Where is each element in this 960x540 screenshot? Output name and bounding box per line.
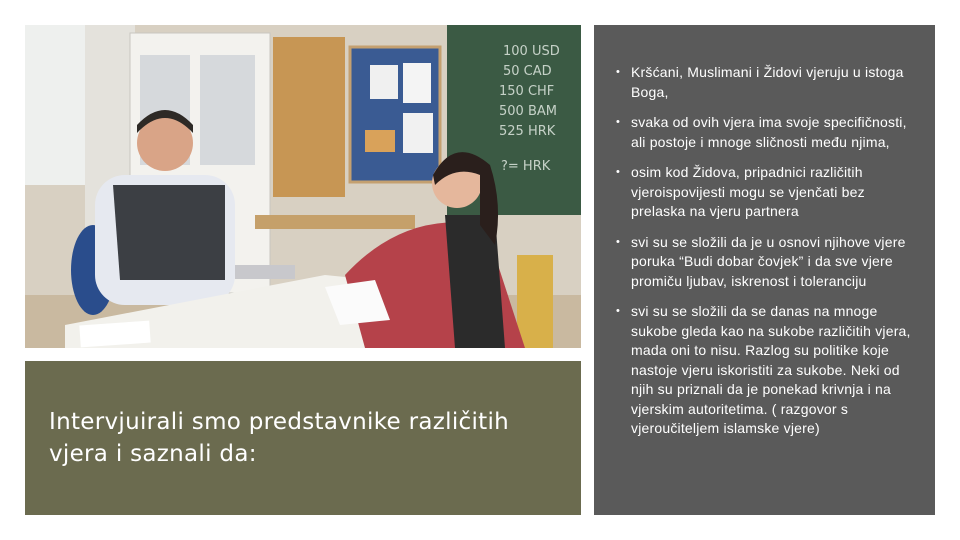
list-item-text: svi su se složili da se danas na mnoge sukobe gleda kao na sukobe različitih vjera, mada oni to nisu. Razlog su politike koje nastoje vjeru iskoristiti za sukobe. Neki od njih su priznali da je ponekad krivnja i na vjerskim autoritetima. ( razgovor s vjeroučiteljem islamske vjere) bbox=[631, 303, 911, 436]
list-item bbox=[616, 302, 917, 439]
chalkboard-line: 150 CHF bbox=[499, 84, 555, 99]
list-item bbox=[616, 63, 917, 102]
bullet-icon: • bbox=[616, 235, 621, 248]
chalkboard-line: 525 HRK bbox=[499, 124, 556, 139]
list-item bbox=[616, 113, 917, 152]
bullet-icon: • bbox=[616, 116, 621, 128]
interview-photo bbox=[25, 25, 581, 348]
classroom-photo-illustration bbox=[25, 25, 581, 348]
caption-text: Intervjuirali smo predstavnike različitih vjera i saznali da: bbox=[49, 409, 510, 467]
chalkboard-line: 100 USD bbox=[503, 44, 560, 59]
chalkboard-line: 500 BAM bbox=[499, 104, 557, 119]
bullet-icon: • bbox=[616, 66, 621, 78]
findings-panel bbox=[594, 25, 935, 515]
list-item bbox=[616, 163, 917, 222]
bullet-icon: • bbox=[616, 166, 621, 178]
chalkboard-line: ?= HRK bbox=[501, 159, 551, 174]
caption-box bbox=[25, 361, 581, 515]
list-item-text: Kršćani, Muslimani i Židovi vjeruju u istoga Boga, bbox=[631, 64, 904, 100]
bullet-icon: • bbox=[616, 305, 621, 317]
list-item-text: osim kod Židova, pripadnici različitih vjeroispovijesti mogu se vjenčati bez prelaska na vjeru partnera bbox=[631, 164, 865, 219]
list-item-text: svi su se složili da je u osnovi njihove vjere poruka “Budi dobar čovjek” i da sve vjere promiču ljubav, iskrenost i toleranciju bbox=[631, 233, 906, 289]
list-item bbox=[616, 233, 917, 292]
chalkboard-line: 50 CAD bbox=[503, 64, 552, 79]
findings-list bbox=[616, 63, 917, 439]
list-item-text: svaka od ovih vjera ima svoje specifičnosti, ali postoje i mnoge sličnosti među njima, bbox=[631, 114, 907, 150]
